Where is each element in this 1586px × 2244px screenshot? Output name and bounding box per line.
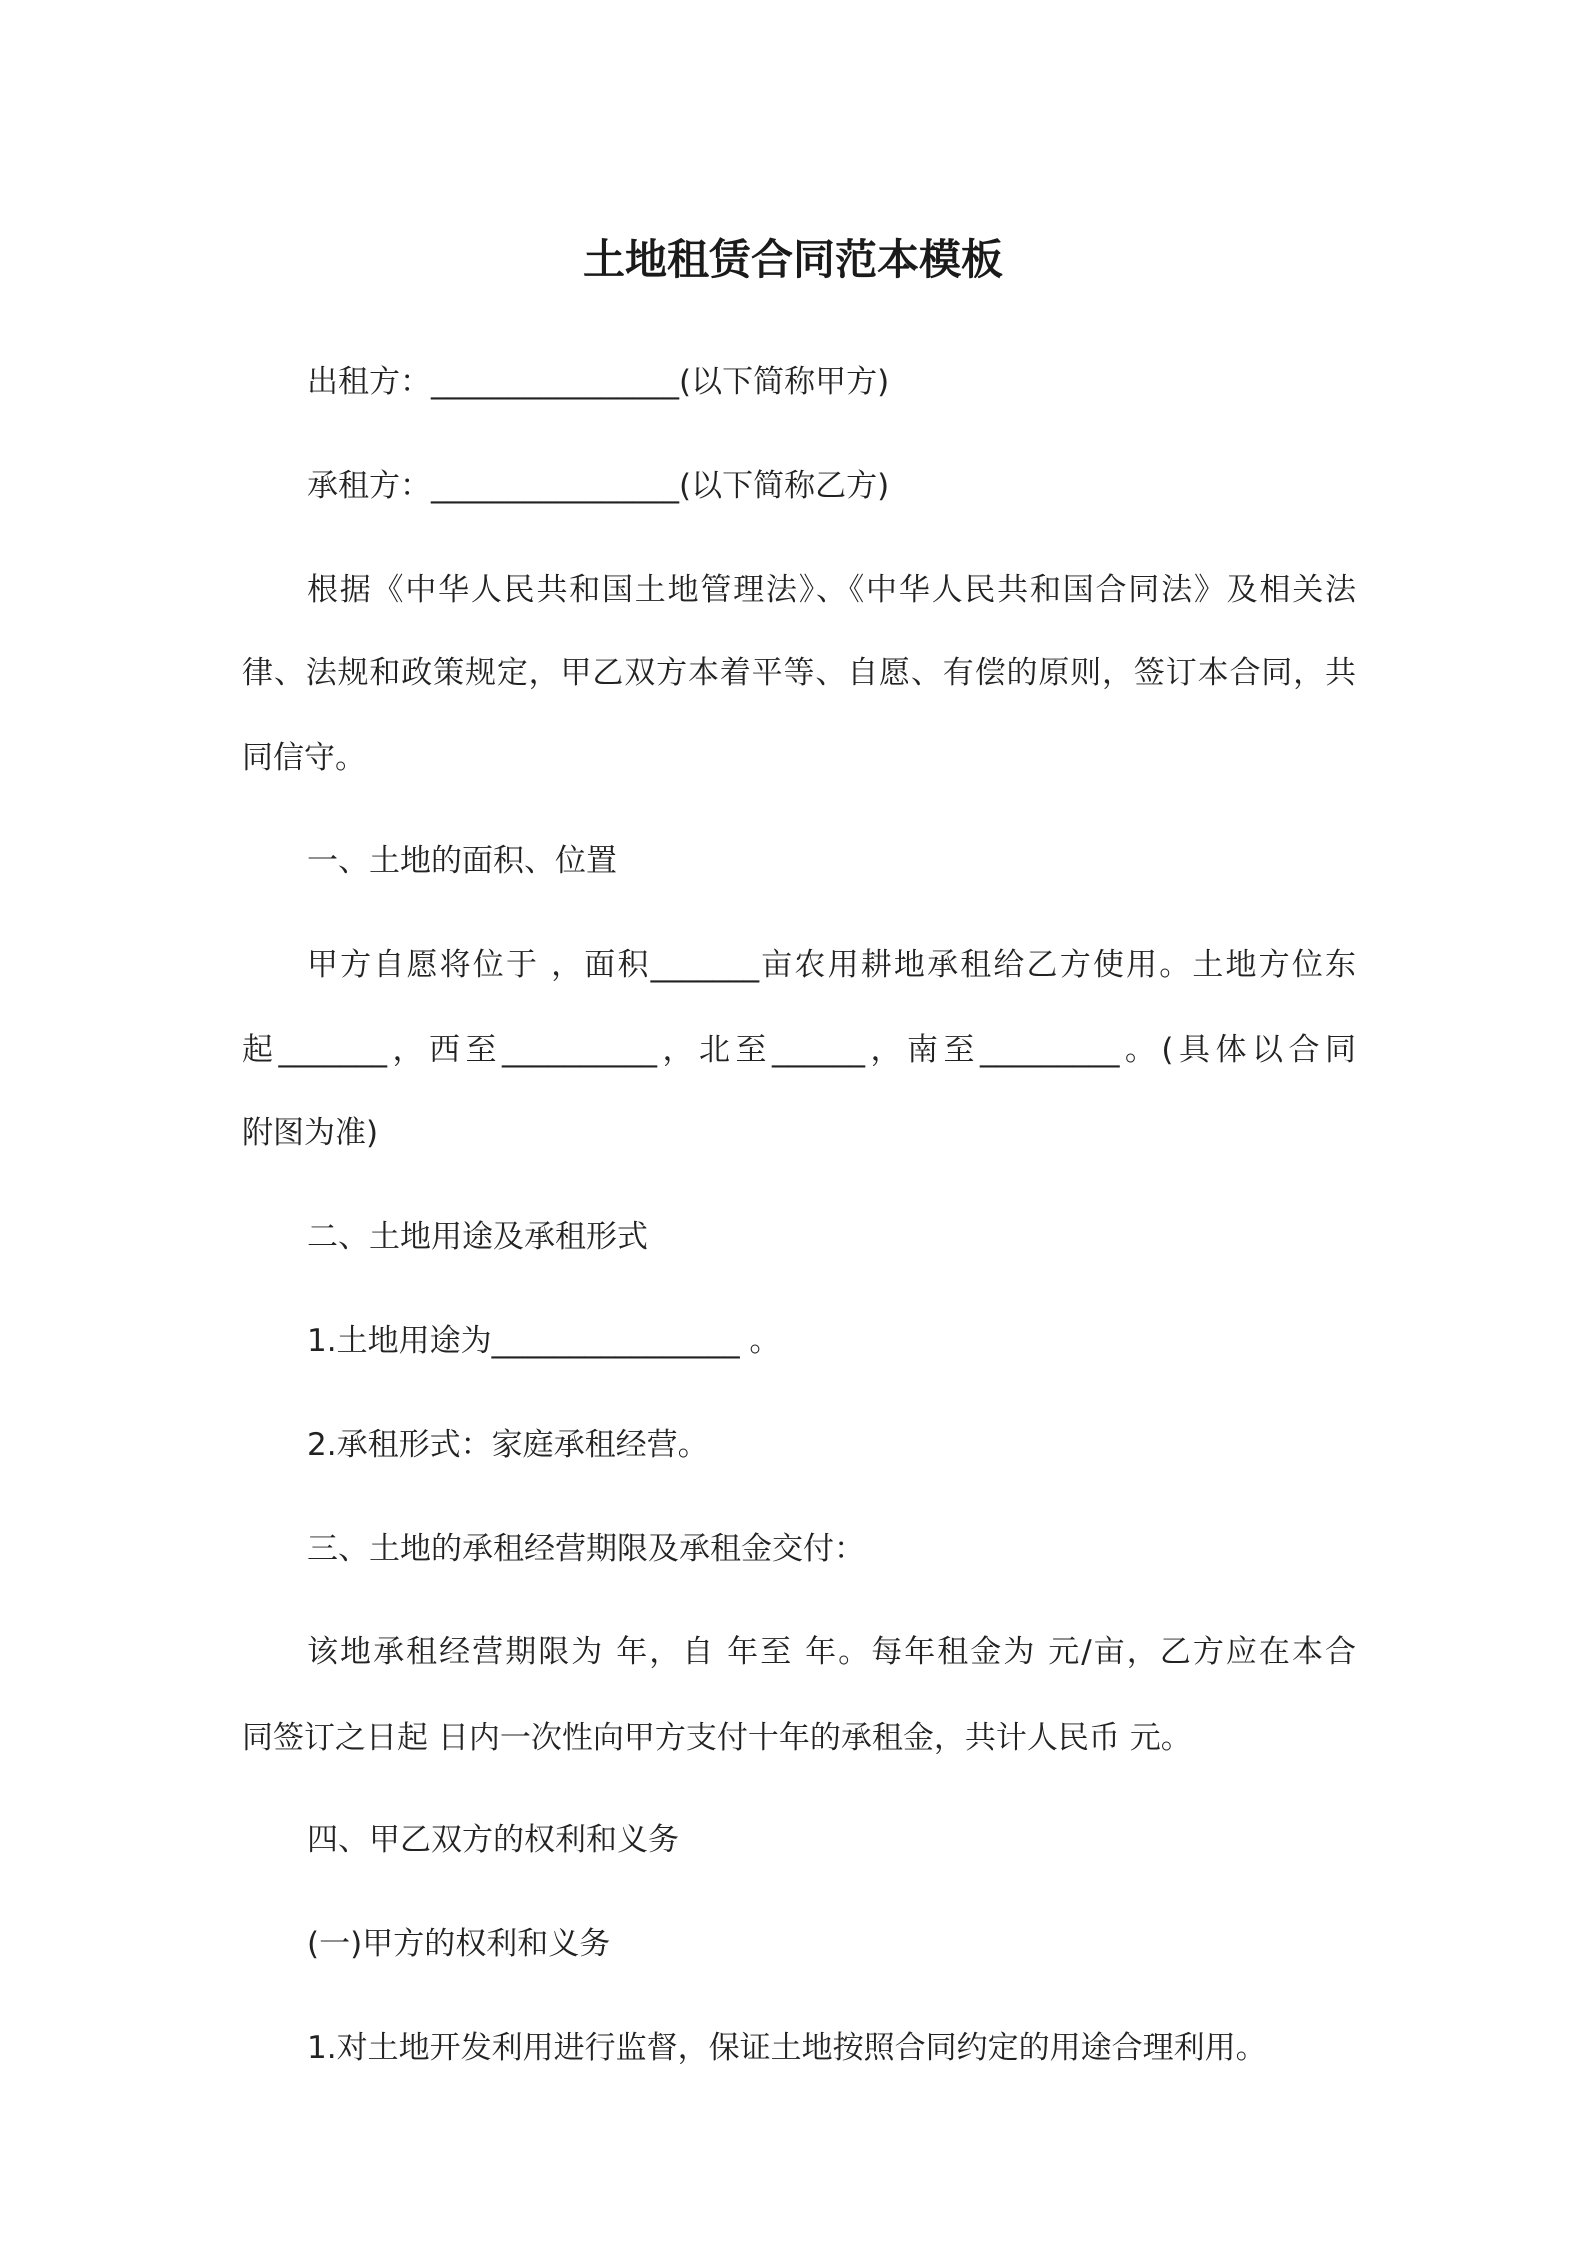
party-a-duty-1: 1.对土地开发利用进行监督，保证土地按照合同约定的用途合理利用。 (307, 2030, 1267, 2066)
lease-form-line: 2.承租形式：家庭承租经营。 (307, 1427, 709, 1463)
section-4-heading: 四、甲乙双方的权利和义务 (307, 1822, 679, 1858)
section-1-heading: 一、土地的面积、位置 (307, 843, 617, 879)
location-line-2: 起_______，西至__________，北至______，南至_________。(具体以合同 (242, 1032, 1356, 1068)
lessee-line: 承租方：________________(以下简称乙方) (307, 468, 890, 504)
land-use-line: 1.土地用途为________________ 。 (307, 1323, 781, 1359)
term-line-2: 同签订之日起 日内一次性向甲方支付十年的承租金，共计人民币 元。 (242, 1720, 1192, 1756)
location-line-1: 甲方自愿将位于 ，面积_______亩农用耕地承租给乙方使用。土地方位东 (307, 947, 1356, 983)
lessor-line: 出租方：________________(以下简称甲方) (307, 364, 890, 400)
preamble-line-1: 根据《中华人民共和国土地管理法》、《中华人民共和国合同法》及相关法 (307, 572, 1356, 608)
document-title: 土地租赁合同范本模板 (582, 235, 1003, 284)
preamble-line-3: 同信守。 (242, 740, 366, 776)
section-2-heading: 二、土地用途及承租形式 (307, 1219, 648, 1255)
term-line-1: 该地承租经营期限为 年，自 年至 年。每年租金为 元/亩，乙方应在本合 (307, 1634, 1356, 1670)
section-3-heading: 三、土地的承租经营期限及承租金交付： (307, 1531, 865, 1567)
subsection-party-a-heading: (一)甲方的权利和义务 (307, 1926, 611, 1962)
location-line-3: 附图为准) (242, 1115, 379, 1151)
preamble-line-2: 律、法规和政策规定，甲乙双方本着平等、自愿、有偿的原则，签订本合同，共 (242, 655, 1356, 691)
